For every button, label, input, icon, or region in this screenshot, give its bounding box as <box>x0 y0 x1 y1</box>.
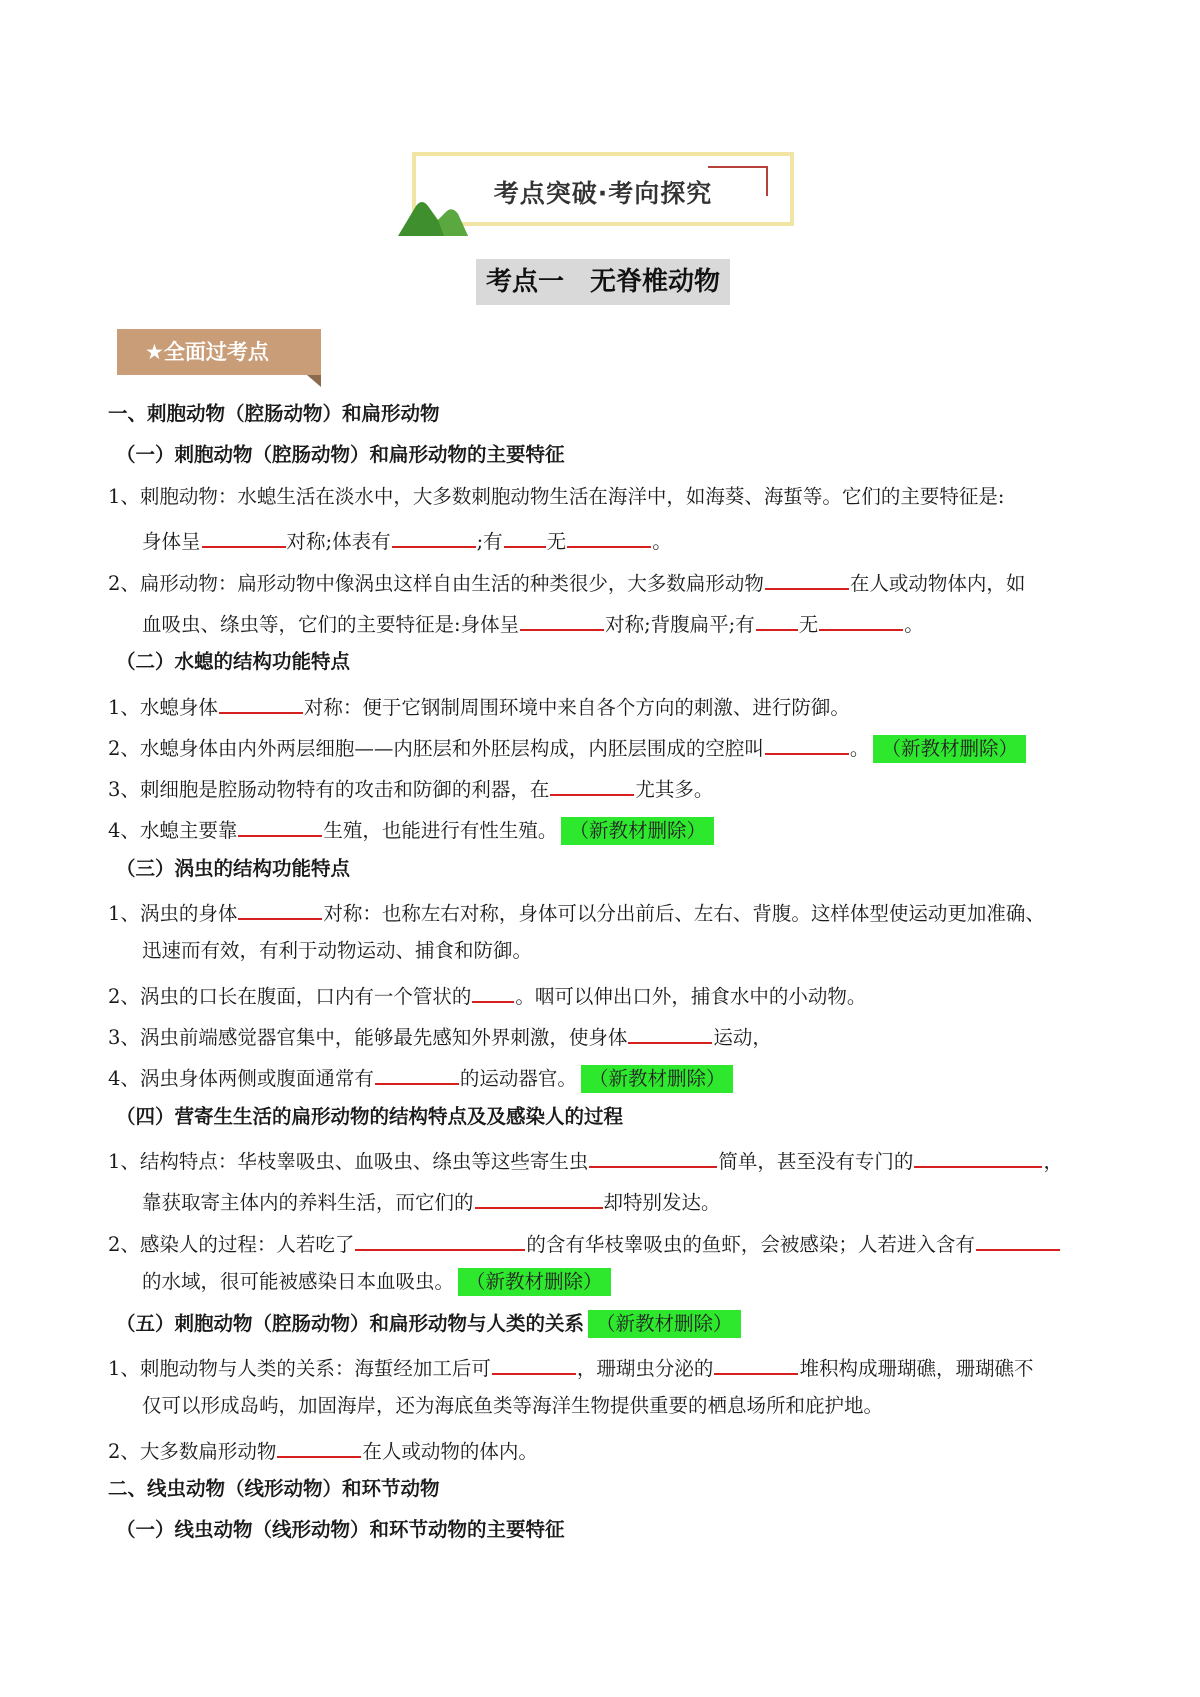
fill-blank[interactable] <box>589 1144 717 1168</box>
fill-blank[interactable] <box>819 607 903 631</box>
text-line: 的水域，很可能被感染日本血吸虫。 （新教材删除） <box>142 1268 611 1296</box>
heading-1: 二、线虫动物（线形动物）和环节动物 <box>108 1477 440 1500</box>
text-line: 仅可以形成岛屿，加固海岸，还为海底鱼类等海洋生物提供重要的栖息场所和庇护地。 <box>142 1394 884 1417</box>
fill-blank[interactable] <box>765 731 849 755</box>
fill-blank[interactable] <box>504 524 546 548</box>
fill-blank[interactable] <box>202 524 286 548</box>
deleted-badge: （新教材删除） <box>561 817 714 845</box>
fill-blank[interactable] <box>714 1351 798 1375</box>
heading-2: （一）刺胞动物（腔肠动物）和扁形动物的主要特征 <box>116 443 565 466</box>
text-line: 迅速而有效，有利于动物运动、捕食和防御。 <box>142 939 533 962</box>
fill-blank[interactable] <box>475 1185 603 1209</box>
text-line: 2、大多数扁形动物 在人或动物的体内。 <box>108 1434 538 1466</box>
deleted-badge: （新教材删除） <box>458 1268 611 1296</box>
heading-2: （三）涡虫的结构功能特点 <box>116 857 351 880</box>
fill-blank[interactable] <box>375 1061 459 1085</box>
fill-blank[interactable] <box>914 1144 1042 1168</box>
heading-1: 一、刺胞动物（腔肠动物）和扁形动物 <box>108 402 440 425</box>
text-line: 血吸虫、绦虫等，它们的主要特征是:身体呈 对称;背腹扁平;有 无 。 <box>142 607 924 639</box>
banner-decor-line <box>708 166 768 168</box>
deleted-badge: （新教材删除） <box>581 1065 734 1093</box>
text-line: 4、水螅主要靠 生殖，也能进行有性生殖。 （新教材删除） <box>108 813 714 845</box>
text-line: 2、感染人的过程：人若吃了 的含有华枝睾吸虫的鱼虾，会被感染；人若进入含有 <box>108 1227 1061 1259</box>
heading-2: （二）水螅的结构功能特点 <box>116 650 351 673</box>
text-line: 1、刺胞动物：水螅生活在淡水中，大多数刺胞动物生活在海洋中，如海葵、海蜇等。它们的主要特征是: <box>108 485 1005 508</box>
deleted-badge: （新教材删除） <box>873 735 1026 763</box>
fill-blank[interactable] <box>567 524 651 548</box>
text-line: 3、涡虫前端感觉器官集中，能够最先感知外界刺激，使身体 运动， <box>108 1020 772 1052</box>
mountain-icon <box>398 196 468 236</box>
fill-blank[interactable] <box>238 896 322 920</box>
text-line: 2、扁形动物：扁形动物中像涡虫这样自由生活的种类很少，大多数扁形动物 在人或动物体内，如 <box>108 566 1025 598</box>
text-line: 靠获取寄主体内的养料生活，而它们的 却特别发达。 <box>142 1185 721 1217</box>
fill-blank[interactable] <box>520 607 604 631</box>
text-line: 1、结构特点：华枝睾吸虫、血吸虫、绦虫等这些寄生虫 简单，甚至没有专门的 ， <box>108 1144 1063 1176</box>
text-line: 4、涡虫身体两侧或腹面通常有 的运动器官。 （新教材删除） <box>108 1061 733 1093</box>
heading-2: （一）线虫动物（线形动物）和环节动物的主要特征 <box>116 1518 565 1541</box>
fill-blank[interactable] <box>355 1227 525 1251</box>
heading-2: （四）营寄生生活的扁形动物的结构特点及及感染人的过程 <box>116 1105 624 1128</box>
section-tag <box>117 329 321 375</box>
text-line: 3、刺细胞是腔肠动物特有的攻击和防御的利器，在 尤其多。 <box>108 772 713 804</box>
text-line: 身体呈 对称;体表有 ;有 无 。 <box>142 524 672 556</box>
heading-2: （五）刺胞动物（腔肠动物）和扁形动物与人类的关系 （新教材删除） <box>116 1310 741 1338</box>
fill-blank[interactable] <box>492 1351 576 1375</box>
text-line: 2、水螅身体由内外两层细胞——内胚层和外胚层构成，内胚层围成的空腔叫 。 （新教材删除） <box>108 731 1026 763</box>
section-title: 考点一 无脊椎动物 <box>476 259 730 305</box>
text-line: 1、刺胞动物与人类的关系：海蜇经加工后可 ，珊瑚虫分泌的 堆积构成珊瑚礁，珊瑚礁不 <box>108 1351 1033 1383</box>
banner-title: 考点突破·考向探究 <box>493 179 713 208</box>
banner-decor-tick <box>766 166 768 196</box>
header-banner <box>412 152 794 226</box>
tag-fold-icon <box>307 375 321 387</box>
fill-blank[interactable] <box>219 690 303 714</box>
fill-blank[interactable] <box>976 1227 1060 1251</box>
tag-label: ★全面过考点 <box>117 329 321 375</box>
fill-blank[interactable] <box>756 607 798 631</box>
text-line: 2、涡虫的口长在腹面，口内有一个管状的 。咽可以伸出口外，捕食水中的小动物。 <box>108 979 866 1011</box>
text-line: 1、水螅身体 对称：便于它钢制周围环境中来自各个方向的刺激、进行防御。 <box>108 690 850 722</box>
fill-blank[interactable] <box>765 566 849 590</box>
fill-blank[interactable] <box>550 772 634 796</box>
fill-blank[interactable] <box>277 1434 361 1458</box>
fill-blank[interactable] <box>472 979 514 1003</box>
fill-blank[interactable] <box>392 524 476 548</box>
fill-blank[interactable] <box>628 1020 712 1044</box>
text-line: 1、涡虫的身体 对称：也称左右对称，身体可以分出前后、左右、背腹。这样体型使运动更加准确、 <box>108 896 1045 928</box>
deleted-badge: （新教材删除） <box>588 1310 741 1338</box>
fill-blank[interactable] <box>238 813 322 837</box>
